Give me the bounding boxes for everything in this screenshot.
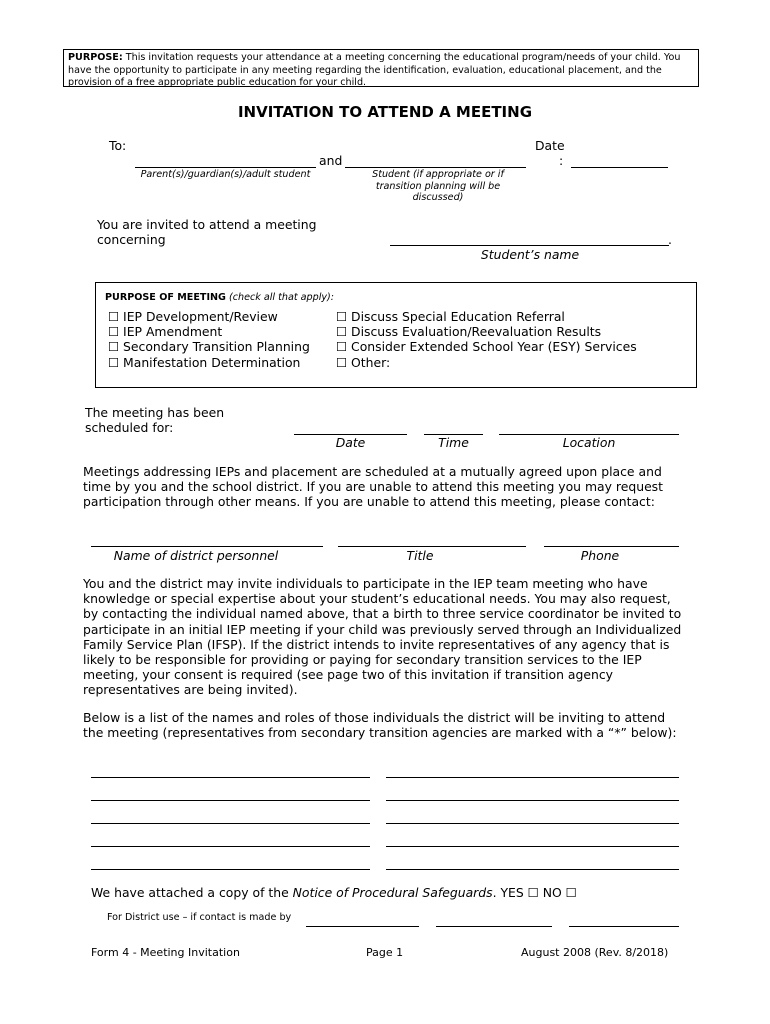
contact-name-caption: Name of district personnel: [113, 548, 279, 563]
location-caption: Location: [562, 435, 616, 450]
district-use-label: For District use – if contact is made by: [107, 912, 292, 923]
checkbox-iep-development[interactable]: ☐ IEP Development/Review: [108, 309, 278, 324]
invitee-role-line[interactable]: [386, 869, 679, 870]
date-caption: Date: [335, 435, 366, 450]
time-caption: Time: [438, 435, 469, 450]
meetings-paragraph: Meetings addressing IEPs and placement are scheduled at a mutually agreed upon place and time by you and the school district. If you are unable to attend this meeting you may request participation through other means. If you are unable to attend this meeting, please contact:: [83, 464, 663, 510]
safeguards-doc-title: Notice of Procedural Safeguards: [292, 885, 493, 900]
to-label: To:: [109, 138, 127, 153]
scheduled-text: The meeting has been scheduled for:: [85, 405, 225, 436]
district-use-line-3[interactable]: [569, 926, 679, 927]
safeguards-prefix: We have attached a copy of the: [91, 885, 293, 900]
purpose-options-right: [336, 309, 637, 370]
contact-name-line[interactable]: [91, 546, 323, 547]
checkbox-iep-amendment[interactable]: ☐ IEP Amendment: [108, 324, 223, 340]
contact-title-line[interactable]: [338, 546, 526, 547]
checkbox-manifestation-determination[interactable]: ☐ Manifestation Determination: [108, 354, 301, 370]
invitee-role-line[interactable]: [386, 846, 679, 847]
purpose-options-left: [108, 309, 310, 370]
date-label: Date: [535, 138, 565, 153]
purpose-notice: [63, 49, 699, 87]
purpose-of-meeting-note: (check all that apply):: [225, 292, 335, 303]
district-paragraph: You and the district may invite individuals to participate in the IEP team meeting who have knowledge or special expertise about your student’s educational needs. You may also request, by contacting the individual named above, that a birth to three service coordinator be invited to participate in an initial IEP meeting if your child was previously served through an Individualized Family Service Plan (IFSP). If the district intends to invite representatives of any agency that is likely to be responsible for providing or paying for secondary transition services to the IEP meeting, your consent is required (see page two of this invitation if transition agency representatives are being invited).: [83, 576, 682, 698]
checkbox-special-ed-referral[interactable]: ☐ Discuss Special Education Referral: [336, 309, 565, 324]
district-use-line-1[interactable]: [306, 926, 419, 927]
footer-revision-date: August 2008 (Rev. 8/2018): [521, 946, 669, 959]
purpose-of-meeting-label: PURPOSE OF MEETING: [105, 292, 226, 303]
and-label: and: [319, 153, 343, 168]
purpose-of-meeting-box: [95, 282, 697, 388]
invited-text: You are invited to attend a meeting concerning: [97, 217, 317, 248]
purpose-of-meeting-heading: [105, 292, 334, 303]
checkbox-esy-services[interactable]: ☐ Consider Extended School Year (ESY) Services: [336, 339, 637, 355]
purpose-label: PURPOSE:: [68, 52, 123, 63]
page-title: INVITATION TO ATTEND A MEETING: [237, 103, 533, 121]
invitee-name-line[interactable]: [91, 800, 370, 801]
contact-phone-line[interactable]: [544, 546, 679, 547]
list-paragraph: Below is a list of the names and roles of those individuals the district will be inviting to attend the meeting (representatives from secondary transition agencies are marked with a “*” below):: [83, 710, 677, 741]
invitee-role-line[interactable]: [386, 800, 679, 801]
invitee-name-line[interactable]: [91, 869, 370, 870]
checkbox-evaluation-results[interactable]: ☐ Discuss Evaluation/Reevaluation Results: [336, 324, 602, 340]
parent-caption: Parent(s)/guardian(s)/adult student: [140, 169, 311, 180]
checkbox-other[interactable]: ☐ Other:: [336, 354, 391, 370]
footer-page-number: Page 1: [366, 946, 404, 959]
student-caption: Student (if appropriate or if transition planning will be discussed): [372, 169, 504, 203]
date-colon: :: [559, 153, 564, 168]
invitee-role-line[interactable]: [386, 777, 679, 778]
footer-form-name: Form 4 - Meeting Invitation: [91, 946, 240, 959]
parent-name-line[interactable]: [135, 167, 316, 168]
contact-phone-caption: Phone: [580, 548, 620, 563]
district-use-line-2[interactable]: [436, 926, 552, 927]
invitee-name-line[interactable]: [91, 777, 370, 778]
date-line[interactable]: [571, 167, 668, 168]
invited-period: .: [668, 232, 672, 247]
student-name-line[interactable]: [345, 167, 526, 168]
invitee-role-line[interactable]: [386, 823, 679, 824]
purpose-text: This invitation requests your attendance at a meeting concerning the educational program/needs of your child. You have the opportunity to participate in any meeting regarding the identification, evaluation, educational placement, and the provision of a free appropriate public education for your child.: [68, 52, 681, 89]
student-name-caption: Student’s name: [480, 247, 580, 262]
invitee-name-line[interactable]: [91, 846, 370, 847]
invitee-name-line[interactable]: [91, 823, 370, 824]
safeguards-attached: [91, 885, 577, 900]
safeguards-yes-no[interactable]: . YES ☐ NO ☐: [492, 885, 577, 900]
contact-title-caption: Title: [406, 548, 434, 563]
student-full-name-line[interactable]: [390, 245, 669, 246]
checkbox-secondary-transition[interactable]: ☐ Secondary Transition Planning: [108, 339, 310, 355]
